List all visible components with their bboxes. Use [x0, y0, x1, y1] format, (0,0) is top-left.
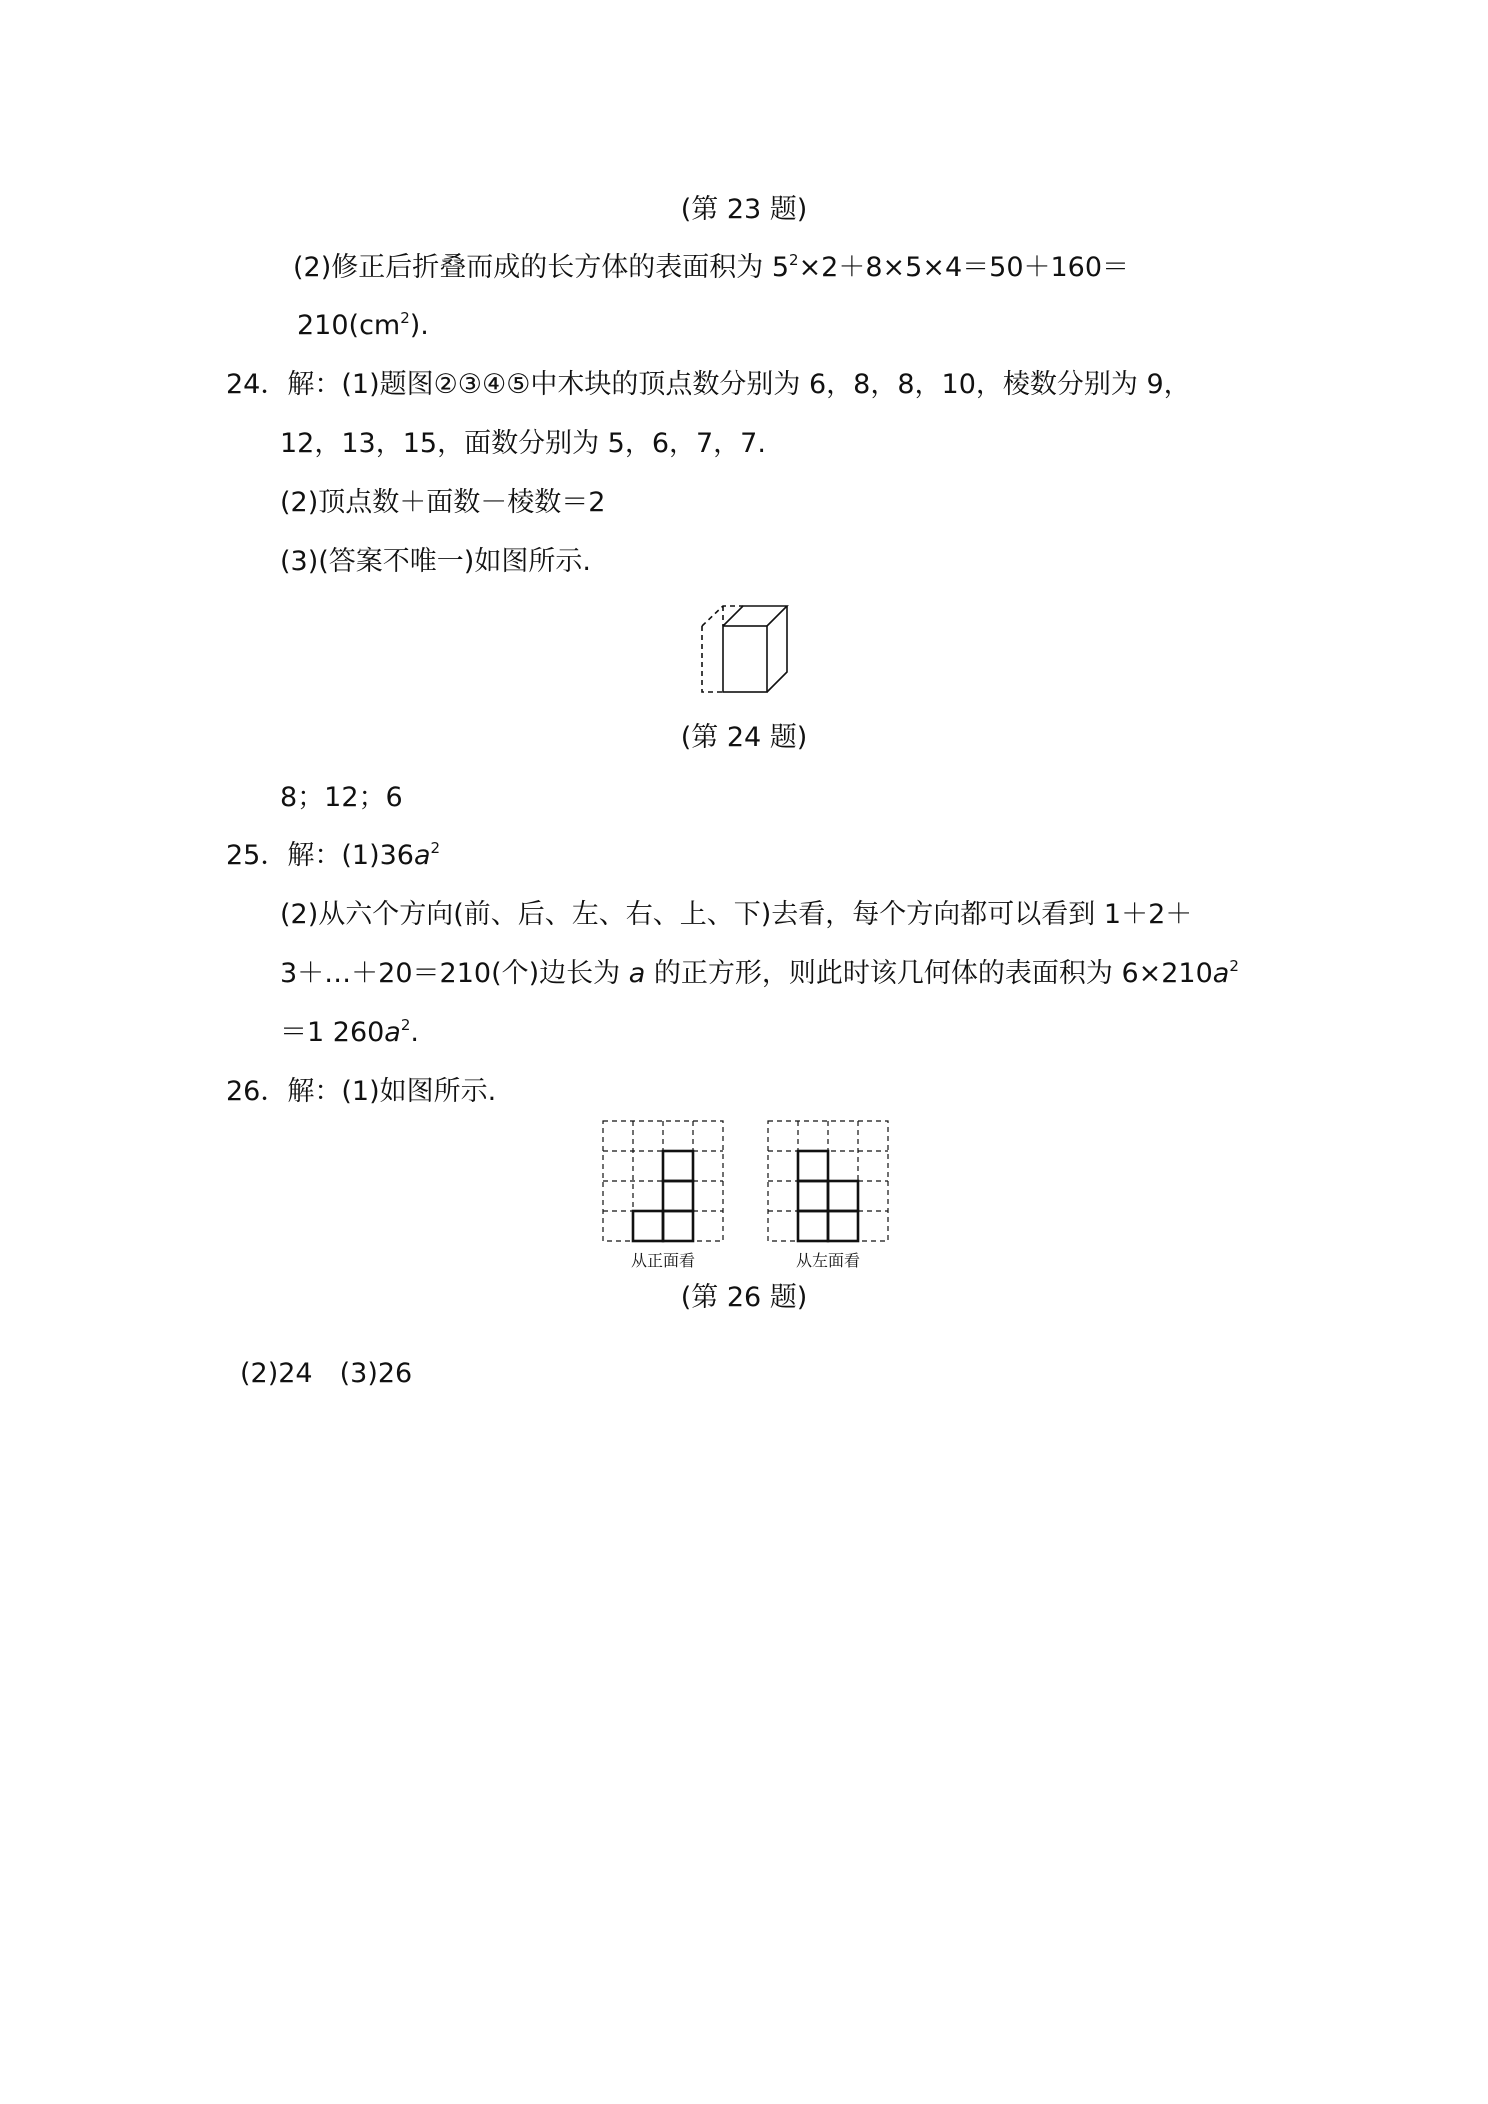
- figure-26-caption: (第 26 题): [680, 1282, 808, 1313]
- figure-24-cube-diagram: [695, 600, 795, 695]
- q26-line1: 26．解：(1)如图所示.: [226, 1076, 497, 1107]
- q24-line3: (2)顶点数＋面数－棱数＝2: [280, 487, 606, 518]
- q24-line1: 24．解：(1)题图②③④⑤中木块的顶点数分别为 6，8，8，10，棱数分别为 9，: [226, 369, 1191, 400]
- front-view-label: 从正面看: [630, 1251, 696, 1270]
- left-view-label: 从左面看: [795, 1251, 861, 1270]
- q23-part2-line1: (2)修正后折叠而成的长方体的表面积为 $5^2\times 2+8\times 5\times 4=50+160=$: [293, 251, 1130, 283]
- q23-part2-line2: $210(cm^2)$.: [297, 309, 429, 341]
- figure-24-caption: (第 24 题): [680, 722, 808, 753]
- q25-line3: 3＋…＋20＝210(个)边长为 a 的正方形，则此时该几何体的表面积为 $6\times 210a^2$: [280, 957, 1239, 989]
- q25-line1: 25．解：$(1)36a^2$: [226, 839, 441, 871]
- q25-line2: (2)从六个方向(前、后、左、右、上、下)去看，每个方向都可以看到 1＋2＋: [280, 899, 1193, 930]
- q26-answers: (2)24 (3)26: [240, 1358, 413, 1389]
- q24-line4: (3)(答案不唯一)如图所示.: [280, 546, 591, 577]
- q25-line4: ＝1 $260a^2$.: [280, 1016, 419, 1048]
- q24-answers-after-figure: 8；12；6: [280, 782, 403, 813]
- figure-26-left-view: [762, 1115, 896, 1273]
- figure-26-front-view: [597, 1115, 731, 1273]
- q24-line2: 12，13，15，面数分别为 5，6，7，7.: [280, 428, 766, 459]
- figure-23-caption: (第 23 题): [680, 194, 808, 225]
